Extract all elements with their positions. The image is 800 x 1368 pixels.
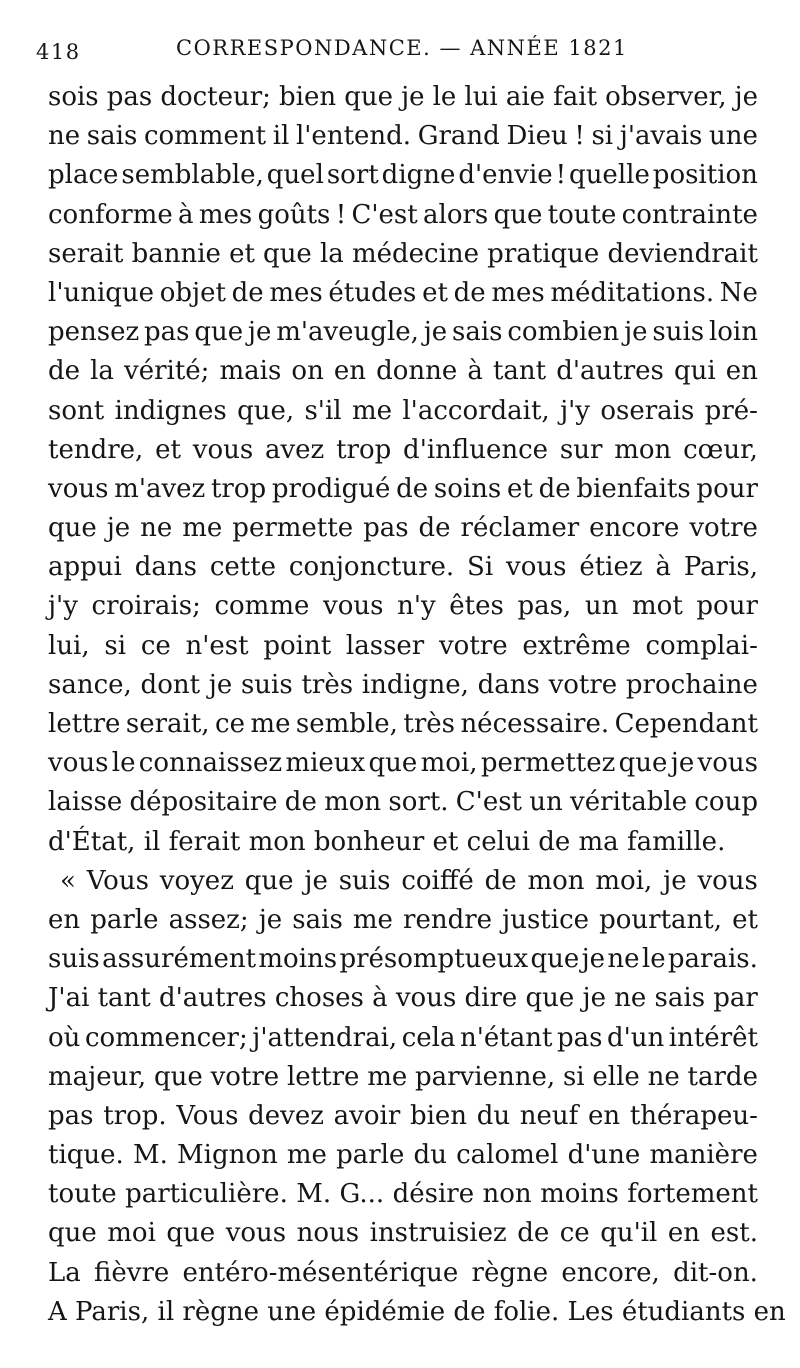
text-line: suis assurément moins présomptueux que je ne le parais. <box>48 944 758 975</box>
text-line: que je ne me permette pas de réclamer encore votre <box>48 513 758 544</box>
text-line: J'ai tant d'autres choses à vous dire que je ne sais par <box>48 983 758 1014</box>
text-line: majeur, que votre lettre me parvienne, si elle ne tarde <box>48 1061 758 1092</box>
text-line: lui, si ce n'est point lasser votre extrême complai- <box>48 630 758 661</box>
text-line: que moi que vous nous instruisiez de ce qu'il en est. <box>48 1218 758 1249</box>
text-line: sont indignes que, s'il me l'accordait, j'y oserais pré- <box>48 395 758 426</box>
page-header <box>36 34 756 74</box>
text-line: « Vous voyez que je suis coiffé de mon moi, je vous <box>60 865 758 896</box>
text-line: toute particulière. M. G... désire non moins fortement <box>48 1179 758 1210</box>
text-line: La fièvre entéro-mésentérique règne encore, dit-on. <box>48 1257 758 1288</box>
text-line: en parle assez; je sais me rendre justice pourtant, et <box>48 904 758 935</box>
text-line: conforme à mes goûts ! C'est alors que toute contrainte <box>48 199 758 230</box>
text-line: serait bannie et que la médecine pratique deviendrait <box>48 238 758 269</box>
text-line: lettre serait, ce me semble, très nécessaire. Cependant <box>48 709 758 739</box>
text-line: pensez pas que je m'aveugle, je sais combien je suis loin <box>48 317 758 348</box>
text-line: l'unique objet de mes études et de mes méditations. Ne <box>48 277 758 308</box>
text-line: ne sais comment il l'entend. Grand Dieu ! si j'avais une <box>48 121 758 152</box>
text-line: vous m'avez trop prodigué de soins et de bienfaits pour <box>48 473 758 504</box>
text-line: place semblable, quel sort digne d'envie ! quelle position <box>48 160 758 191</box>
text-line: laisse dépositaire de mon sort. C'est un véritable coup <box>48 787 758 818</box>
page-number: 418 <box>36 40 81 64</box>
text-line: d'État, il ferait mon bonheur et celui de ma famille. <box>48 826 726 857</box>
text-line: où commencer; j'attendrai, cela n'étant pas d'un intérêt <box>48 1022 758 1053</box>
text-line: j'y croirais; comme vous n'y êtes pas, un mot pour <box>48 591 758 622</box>
text-line: tique. M. Mignon me parle du calomel d'une manière <box>48 1140 758 1171</box>
running-head: CORRESPONDANCE. — ANNÉE 1821 <box>176 36 628 60</box>
text-line: tendre, et vous avez trop d'influence sur mon cœur, <box>48 434 758 465</box>
text-line: appui dans cette conjoncture. Si vous étiez à Paris, <box>48 552 758 583</box>
body-text <box>48 78 786 1332</box>
text-line: pas trop. Vous devez avoir bien du neuf en thérapeu- <box>48 1100 758 1131</box>
text-line: sois pas docteur; bien que je le lui aie fait observer, je <box>48 82 758 112</box>
text-line: vous le connaissez mieux que moi, permettez que je vous <box>48 748 758 779</box>
text-line: A Paris, il règne une épidémie de folie. Les étudiants en <box>48 1296 786 1327</box>
text-line: sance, dont je suis très indigne, dans votre prochaine <box>48 669 758 700</box>
text-line: de la vérité; mais on en donne à tant d'autres qui en <box>48 356 758 387</box>
